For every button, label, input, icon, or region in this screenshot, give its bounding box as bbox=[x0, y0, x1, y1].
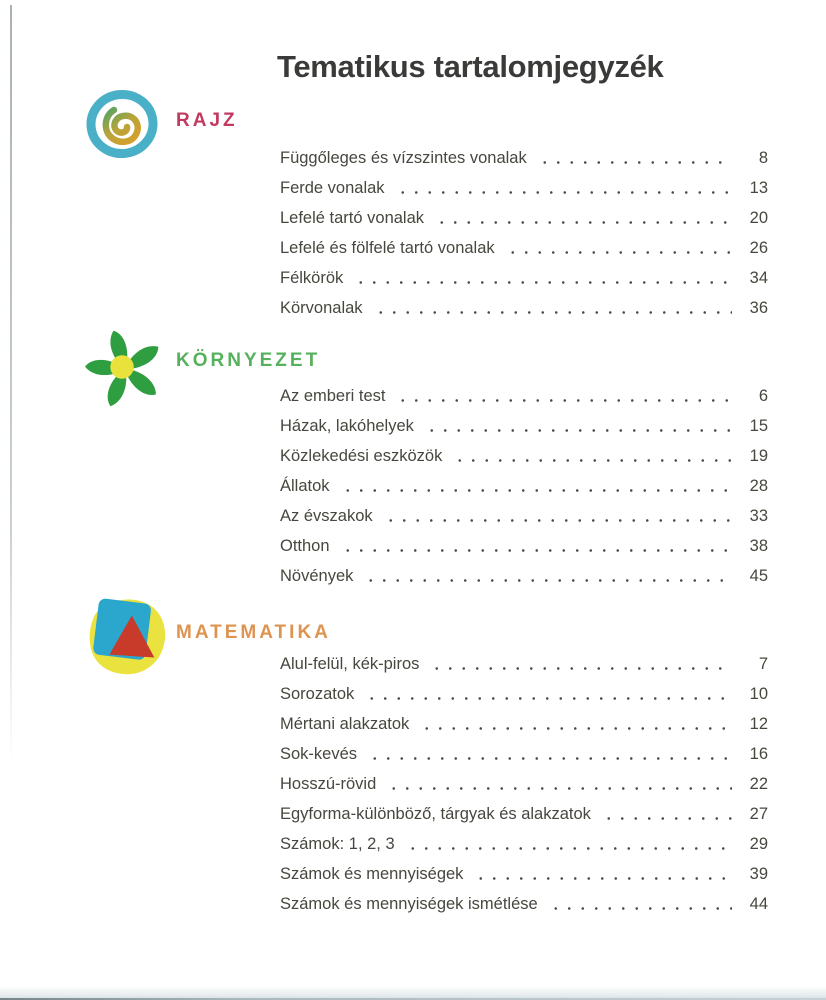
dot-leader bbox=[472, 876, 732, 881]
scan-edge-line bbox=[10, 5, 12, 765]
toc-entry bbox=[280, 829, 768, 859]
page-title: Tematikus tartalomjegyzék bbox=[277, 48, 664, 84]
entry-title: Állatok bbox=[280, 476, 330, 495]
entry-page-number: 19 bbox=[749, 446, 768, 465]
entry-page-number: 34 bbox=[749, 268, 768, 287]
entry-title: Házak, lakóhelyek bbox=[280, 416, 414, 435]
toc-entry bbox=[280, 173, 768, 203]
entry-title: Félkörök bbox=[280, 268, 344, 287]
dot-leader bbox=[433, 220, 732, 225]
entry-page-number: 12 bbox=[749, 714, 768, 733]
toc-entry bbox=[280, 709, 768, 739]
toc-entry bbox=[280, 799, 768, 829]
entry-title: Közlekedési eszközök bbox=[280, 446, 443, 465]
entry-page-number: 13 bbox=[749, 178, 768, 197]
entry-title: Ferde vonalak bbox=[280, 178, 385, 197]
entry-page-number: 33 bbox=[749, 506, 768, 525]
entry-title: Az emberi test bbox=[280, 386, 386, 405]
toc-entry bbox=[280, 203, 768, 233]
dot-leader bbox=[423, 428, 732, 433]
toc-entry bbox=[280, 411, 768, 441]
toc-entry bbox=[280, 501, 768, 531]
dot-leader bbox=[504, 250, 732, 255]
toc-entry bbox=[280, 293, 768, 323]
entry-title: Számok és mennyiségek ismétlése bbox=[280, 894, 538, 913]
toc-entry bbox=[280, 679, 768, 709]
entry-title: Sok-kevés bbox=[280, 744, 358, 763]
entry-title: Függőleges és vízszintes vonalak bbox=[280, 148, 527, 167]
dot-leader bbox=[536, 160, 732, 165]
entry-page-number: 27 bbox=[749, 804, 768, 823]
toc-list-rajz bbox=[280, 143, 768, 323]
dot-leader bbox=[428, 666, 732, 671]
entry-page-number: 44 bbox=[749, 894, 768, 913]
entry-title: Mértani alakzatok bbox=[280, 714, 410, 733]
dot-leader bbox=[352, 280, 732, 285]
dot-leader bbox=[363, 696, 732, 701]
entry-title: Hosszú-rövid bbox=[280, 774, 377, 793]
entry-page-number: 26 bbox=[749, 238, 768, 257]
entry-title: Egyforma-különböző, tárgyak és alakzatok bbox=[280, 804, 591, 823]
dot-leader bbox=[372, 310, 732, 315]
entry-page-number: 38 bbox=[749, 536, 768, 555]
toc-entry bbox=[280, 889, 768, 919]
toc-entry bbox=[280, 531, 768, 561]
entry-title: Körvonalak bbox=[280, 298, 363, 317]
toc-list-matematika bbox=[280, 649, 768, 919]
dot-leader bbox=[382, 518, 732, 523]
entry-title: Alul-felül, kék-piros bbox=[280, 654, 420, 673]
toc-entry bbox=[280, 471, 768, 501]
entry-page-number: 39 bbox=[749, 864, 768, 883]
entry-page-number: 29 bbox=[749, 834, 768, 853]
entry-title: Az évszakok bbox=[280, 506, 373, 525]
dot-leader bbox=[404, 846, 732, 851]
spiral-icon bbox=[82, 85, 162, 168]
section-header-rajz: RAJZ bbox=[176, 110, 238, 131]
toc-entry bbox=[280, 739, 768, 769]
entry-title: Növények bbox=[280, 566, 354, 585]
entry-page-number: 16 bbox=[749, 744, 768, 763]
dot-leader bbox=[451, 458, 732, 463]
entry-page-number: 15 bbox=[749, 416, 768, 435]
dot-leader bbox=[339, 548, 732, 553]
entry-title: Lefelé tartó vonalak bbox=[280, 208, 425, 227]
entry-title: Lefelé és fölfelé tartó vonalak bbox=[280, 238, 495, 257]
dot-leader bbox=[366, 756, 732, 761]
toc-entry bbox=[280, 649, 768, 679]
dot-leader bbox=[339, 488, 732, 493]
toc-list-kornyezet bbox=[280, 381, 768, 591]
entry-page-number: 28 bbox=[749, 476, 768, 495]
dot-leader bbox=[394, 398, 732, 403]
toc-entry bbox=[280, 381, 768, 411]
entry-page-number: 8 bbox=[758, 148, 768, 167]
entry-page-number: 45 bbox=[749, 566, 768, 585]
shapes-icon bbox=[86, 596, 168, 683]
entry-title: Számok: 1, 2, 3 bbox=[280, 834, 395, 853]
entry-page-number: 10 bbox=[749, 684, 768, 703]
entry-title: Otthon bbox=[280, 536, 330, 555]
entry-page-number: 7 bbox=[758, 654, 768, 673]
dot-leader bbox=[362, 578, 732, 583]
dot-leader bbox=[418, 726, 732, 731]
toc-entry bbox=[280, 859, 768, 889]
toc-entry bbox=[280, 143, 768, 173]
toc-entry bbox=[280, 441, 768, 471]
flower-icon bbox=[84, 326, 166, 413]
entry-page-number: 20 bbox=[749, 208, 768, 227]
toc-entry bbox=[280, 769, 768, 799]
entry-title: Számok és mennyiségek bbox=[280, 864, 464, 883]
section-header-kornyezet: KÖRNYEZET bbox=[176, 350, 321, 371]
toc-entry bbox=[280, 561, 768, 591]
entry-page-number: 36 bbox=[749, 298, 768, 317]
toc-entry bbox=[280, 233, 768, 263]
entry-page-number: 6 bbox=[758, 386, 768, 405]
toc-entry bbox=[280, 263, 768, 293]
dot-leader bbox=[547, 906, 732, 911]
dot-leader bbox=[394, 190, 732, 195]
entry-page-number: 22 bbox=[749, 774, 768, 793]
dot-leader bbox=[600, 816, 732, 821]
entry-title: Sorozatok bbox=[280, 684, 355, 703]
dot-leader bbox=[385, 786, 732, 791]
section-header-matematika: MATEMATIKA bbox=[176, 622, 331, 643]
